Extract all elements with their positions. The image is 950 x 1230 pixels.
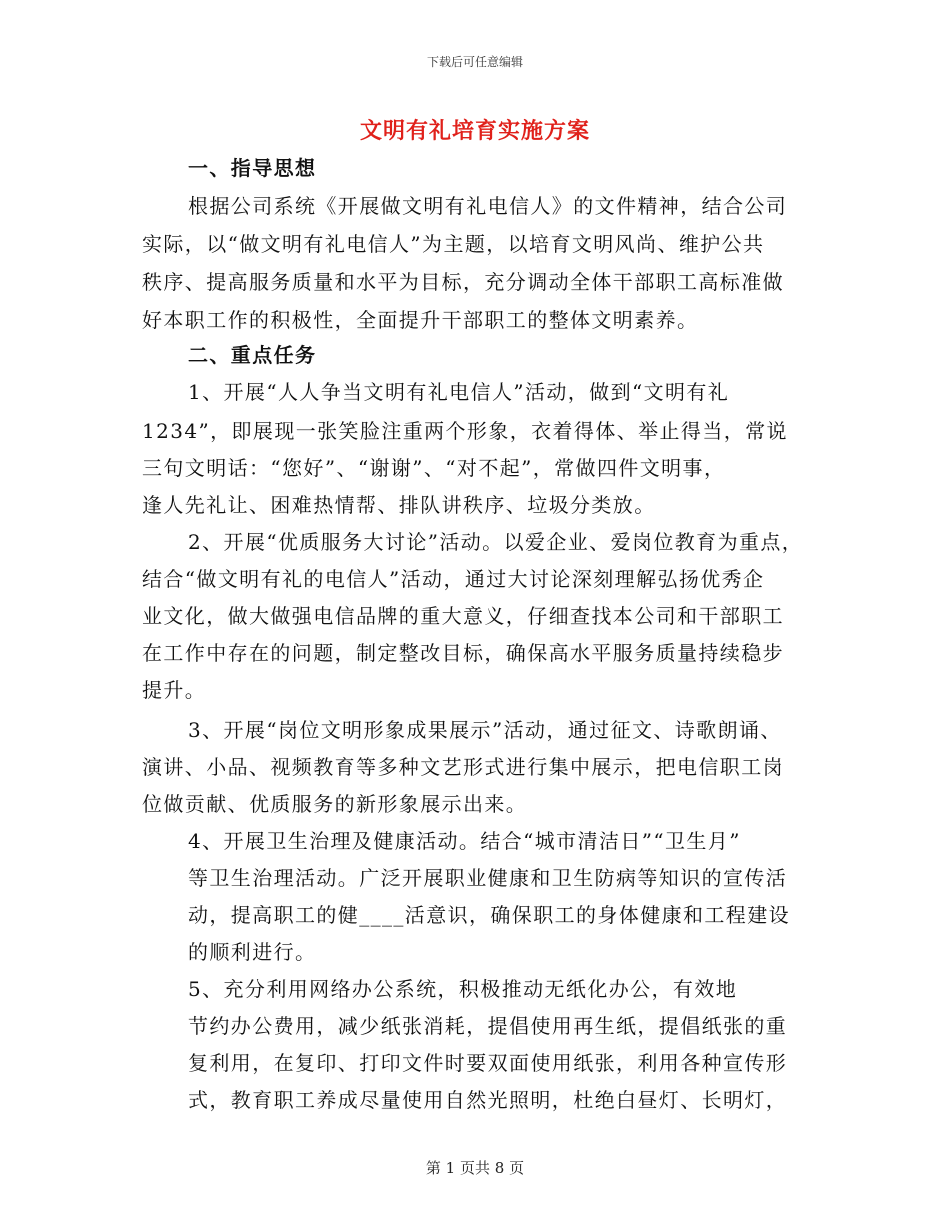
paragraph-line: 等卫生治理活动。广泛开展职业健康和卫生防病等知识的宣传活 [188, 866, 788, 890]
paragraph-line: 4、开展卫生治理及健康活动。结合“城市清洁日”“卫生月” [188, 829, 741, 853]
paragraph-line: 5、充分利用网络办公系统，积极推动无纸化办公，有效地 [188, 977, 738, 1001]
page-header: 下载后可任意编辑 [426, 55, 523, 69]
paragraph-line: 逢人先礼让、困难热情帮、排队讲秩序、垃圾分类放。 [142, 493, 656, 517]
paragraph-line: 秩序、提高服务质量和水平为目标，充分调动全体干部职工高标准做 [142, 270, 784, 294]
section-heading-key-tasks: 二、重点任务 [188, 343, 317, 367]
paragraph-line: 复利用，在复印、打印文件时要双面使用纸张，利用各种宣传形 [188, 1051, 788, 1075]
document-title: 文明有礼培育实施方案 [359, 118, 590, 144]
paragraph-line: 业文化，做大做强电信品牌的重大意义，仔细查找本公司和干部职工 [142, 604, 784, 628]
paragraph-line: 演讲、小品、视频教育等多种文艺形式进行集中展示，把电信职工岗 [142, 755, 784, 779]
paragraph-line: 结合“做文明有礼的电信人”活动，通过大讨论深刻理解弘扬优秀企 [142, 567, 765, 591]
paragraph-line: 位做贡献、优质服务的新形象展示出来。 [142, 792, 528, 816]
paragraph-line: 1、开展“人人争当文明有礼电信人”活动，做到“文明有礼 [188, 380, 730, 404]
paragraph-line: 3、开展“岗位文明形象成果展示”活动，通过征文、诗歌朗诵、 [188, 718, 782, 742]
paragraph-line: 动，提高职工的健____活意识，确保职工的身体健康和工程建设 [188, 903, 790, 927]
paragraph-line: 在工作中存在的问题，制定整改目标，确保高水平服务质量持续稳步 [142, 641, 784, 665]
paragraph-line: 2、开展“优质服务大讨论”活动。以爱企业、爱岗位教育为重点， [188, 530, 804, 554]
paragraph-line: 1234”，即展现一张笑脸注重两个形象，衣着得体、举止得当，常说 [142, 419, 788, 443]
section-heading-guiding-ideology: 一、指导思想 [188, 156, 317, 180]
paragraph-line: 三句文明话：“您好”、“谢谢”、“对不起”，常做四件文明事， [142, 456, 726, 480]
paragraph-line: 根据公司系统《开展做文明有礼电信人》的文件精神，结合公司 [188, 194, 788, 218]
paragraph-line: 实际，以“做文明有礼电信人”为主题，以培育文明风尚、维护公共 [142, 232, 765, 256]
paragraph-line: 式，教育职工养成尽量使用自然光照明，杜绝白昼灯、长明灯， [188, 1088, 788, 1112]
paragraph-line: 节约办公费用，减少纸张消耗，提倡使用再生纸，提倡纸张的重 [188, 1014, 788, 1038]
paragraph-line: 好本职工作的积极性，全面提升干部职工的整体文明素养。 [142, 308, 699, 332]
page-number: 第 1 页共 8 页 [425, 1159, 525, 1177]
paragraph-line: 提升。 [142, 678, 207, 702]
paragraph-line: 的顺利进行。 [188, 940, 317, 964]
